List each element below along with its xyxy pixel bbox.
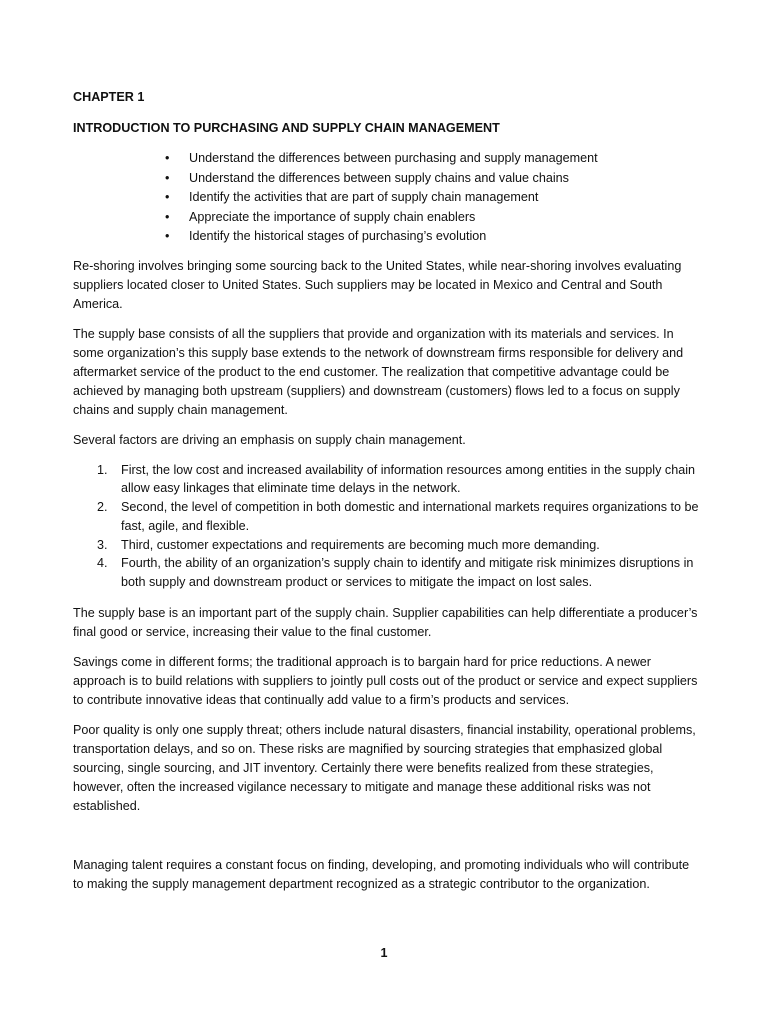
chapter-title: INTRODUCTION TO PURCHASING AND SUPPLY CHAIN MANAGEMENT xyxy=(73,121,500,135)
factor-item xyxy=(97,498,699,536)
objective-text: Understand the differences between purchasing and supply management xyxy=(189,151,598,165)
bullet-icon: • xyxy=(165,151,170,165)
chapter-heading: CHAPTER 1 xyxy=(73,90,145,104)
objective-text: Appreciate the importance of supply chain enablers xyxy=(189,209,476,224)
list-number: 4. xyxy=(97,556,108,571)
factors-list xyxy=(73,461,699,593)
list-number: 2. xyxy=(97,500,108,515)
paragraph-supplier-capabilities: The supply base is an important part of the supply chain. Supplier capabilities can help differentiate a producer’s final good or service, increasing their value to the final customer. xyxy=(73,606,698,640)
objective-item xyxy=(165,149,699,169)
list-number: 3. xyxy=(97,537,108,552)
objective-item xyxy=(165,227,699,247)
paragraph-managing-talent: Managing talent requires a constant focus on finding, developing, and promoting individuals who will contribute to making the supply management department recognized as a strategic contributor to the organization. xyxy=(73,858,690,892)
objective-text: Identify the historical stages of purchasing’s evolution xyxy=(189,229,487,243)
page-content xyxy=(73,88,699,905)
objective-item xyxy=(165,208,699,228)
page-number: 1 xyxy=(380,946,388,960)
bullet-icon: • xyxy=(165,209,170,224)
factor-item xyxy=(97,536,699,555)
objective-item xyxy=(165,169,699,189)
factor-item xyxy=(97,461,699,499)
paragraph-savings: Savings come in different forms; the traditional approach is to bargain hard for price reductions. A newer approach is to build relations with suppliers to jointly pull costs out of the product or service and expect suppliers to contribute innovative ideas that continually add value to a firm’s products and services. xyxy=(73,655,698,708)
factor-text: First, the low cost and increased availability of information resources among entities in the supply chain allow easy linkages that eliminate time delays in the network. xyxy=(121,462,696,496)
paragraph-supply-base: The supply base consists of all the suppliers that provide and organization with its materials and services. In some organization’s this supply base extends to the network of downstream firms responsible for delivery and aftermarket service of the product to the end customer. The realization that competitive advantage could be achieved by managing both upstream (suppliers) and downstream (customers) flows led to a focus on supply chains and supply chain management. xyxy=(73,326,684,417)
paragraph-factors-intro: Several factors are driving an emphasis on supply chain management. xyxy=(73,432,466,447)
list-number: 1. xyxy=(97,462,108,477)
bullet-icon: • xyxy=(165,170,170,185)
blank-spacer xyxy=(73,827,699,856)
paragraph-reshoring: Re-shoring involves bringing some sourcing back to the United States, while near-shoring involves evaluating suppliers located closer to United States. Such suppliers may be located in Mexico and Central and South America. xyxy=(73,258,682,311)
factor-item xyxy=(97,554,699,592)
bullet-icon: • xyxy=(165,190,170,204)
bullet-icon: • xyxy=(165,229,170,243)
factor-text: Second, the level of competition in both domestic and international markets requires organizations to be fast, agile, and flexible. xyxy=(121,500,699,533)
objective-text: Identify the activities that are part of supply chain management xyxy=(189,190,539,204)
factor-text: Fourth, the ability of an organization’s supply chain to identify and mitigate risk minimizes disruptions in both supply and downstream product or services to mitigate the impact on lost sales. xyxy=(121,556,694,590)
learning-objectives-list xyxy=(73,149,699,247)
objective-text: Understand the differences between supply chains and value chains xyxy=(189,170,569,185)
objective-item xyxy=(165,188,699,208)
paragraph-supply-threats: Poor quality is only one supply threat; others include natural disasters, financial instability, operational problems, transportation delays, and so on. These risks are magnified by sourcing strategies that emphasized global sourcing, single sourcing, and JIT inventory. Certainly there were benefits realized from these strategies, however, often the increased vigilance necessary to mitigate and manage these additional risks was not established. xyxy=(73,723,696,814)
factor-text: Third, customer expectations and requirements are becoming much more demanding. xyxy=(121,537,600,552)
